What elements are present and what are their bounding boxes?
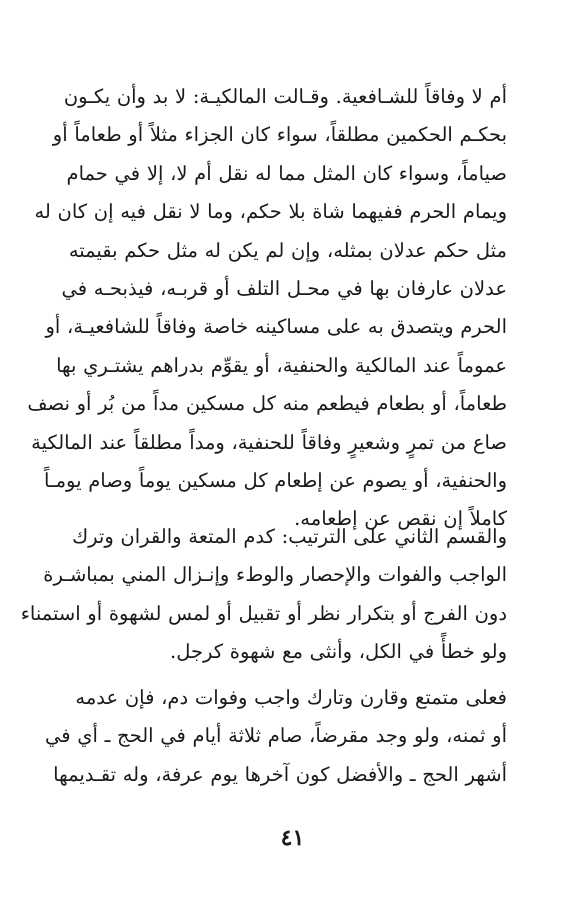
text-line: ولو خطأً في الكل، وأنثى مع شهوة كرجل.: [170, 640, 507, 664]
text-line: طعاماً، أو بطعام فيطعم منه كل مسكين مداً من بُر أو نصف: [27, 392, 507, 416]
text-line: الحرم ويتصدق به على مساكينه خاصة وفاقاً للشافعيـة، أو: [45, 315, 507, 339]
text-line: أشهر الحج ـ والأفضل كون آخرها يوم عرفة، وله تقـديمها: [53, 762, 507, 786]
text-line: أو ثمنه، ولو وجد مقرضاً، صام ثلاثة أيام في الحج ـ أي في: [44, 724, 507, 748]
text-line: صاع من تمرٍ وشعيرٍ وفاقاً للحنفية، ومداً مطلقاً عند المالكية: [31, 430, 507, 454]
text-line: أم لا وفاقاً للشـافعية. وقـالت المالكيـة: لا بد وأن يكـون: [63, 85, 507, 108]
text-line: بحكـم الحكمين مطلقاً، سواء كان الجزاء مثلاً أو طعاماً أو: [52, 123, 507, 147]
text-line: فعلى متمتع وقارن وتارك واجب وفوات دم، فإن عدمه: [75, 686, 507, 709]
text-line: ويمام الحرم ففيهما شاة بلا حكم، وما لا نقل فيه إن كان له: [34, 200, 507, 224]
text-line: كاملاً إن نقص عن إطعامه.: [294, 507, 507, 531]
text-line: والحنفية، أو يصوم عن إطعام كل مسكين يوماً وصام يومـاً: [43, 469, 507, 493]
paragraph-1: [27, 78, 507, 539]
text-line: الواجب والفوات والإحصار والوطء وإنـزال المني بمباشـرة: [43, 563, 507, 587]
paragraph-3: [44, 679, 507, 794]
text-line: عموماً عند المالكية والحنفية، أو يقوِّم بدراهم يشتـري بها: [56, 353, 507, 377]
text-line: مثل حكم عدلان بمثله، وإن لم يكن له مثل حكم بقيمته: [68, 238, 507, 262]
text-line: عدلان عارفان بها في محـل التلف أو قربـه، فيذبحـه في: [61, 277, 507, 301]
text-line: والقسم الثاني على الترتيب: كدم المتعة والقران وترك: [72, 525, 507, 548]
text-line: دون الفرج أو بتكرار نظر أو تقبيل أو لمس لشهوة أو استمناء: [20, 601, 507, 625]
page-number: ٤١: [280, 825, 305, 851]
paragraph-2: [20, 518, 507, 672]
text-line: صياماً، وسواء كان المثل مما له نقل أم لا، إلا في حمام: [66, 161, 507, 185]
